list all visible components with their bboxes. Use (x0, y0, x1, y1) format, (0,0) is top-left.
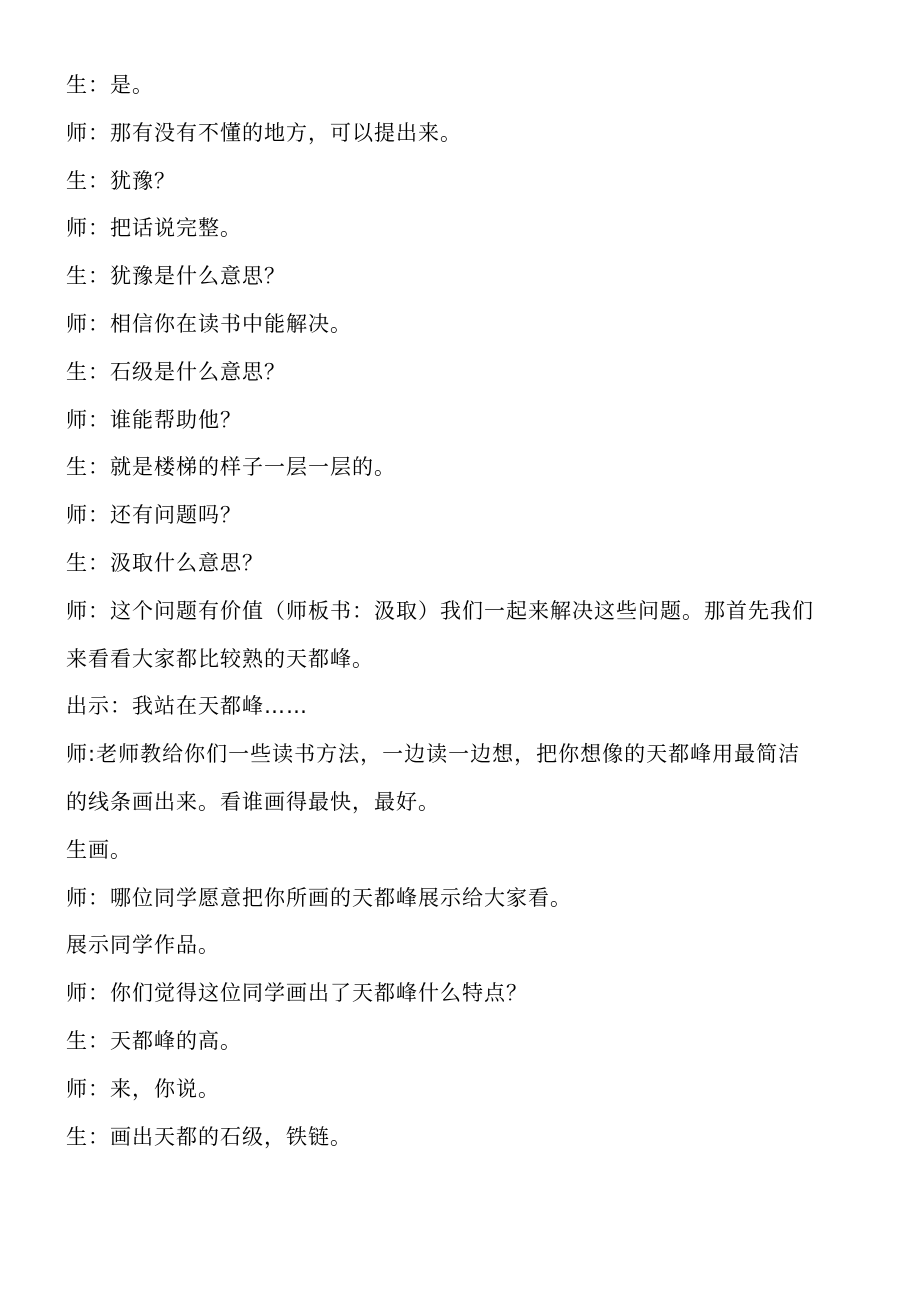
dialogue-line: 师:老师教给你们一些读书方法，一边读一边想，把你想像的天都峰用最简洁 (66, 742, 801, 767)
dialogue-line: 师：那有没有不懂的地方，可以提出来。 (66, 120, 462, 145)
dialogue-line: 师：这个问题有价值（师板书：汲取）我们一起来解决这些问题。那首先我们 (66, 598, 814, 623)
dialogue-line: 生：画出天都的石级，铁链。 (66, 1124, 352, 1149)
dialogue-line: 出示：我站在天都峰…… (66, 694, 308, 719)
dialogue-line: 生画。 (66, 837, 132, 862)
dialogue-line: 的线条画出来。看谁画得最快，最好。 (66, 789, 440, 814)
dialogue-line: 生：天都峰的高。 (66, 1028, 242, 1053)
dialogue-line: 师：来，你说。 (66, 1076, 220, 1101)
dialogue-line: 师：相信你在读书中能解决。 (66, 311, 352, 336)
dialogue-line: 生：犹豫是什么意思？ (66, 264, 286, 289)
dialogue-line: 生：就是楼梯的样子一层一层的。 (66, 455, 396, 480)
dialogue-line: 师：谁能帮助他？ (66, 407, 242, 432)
dialogue-line: 生：汲取什么意思？ (66, 550, 264, 575)
dialogue-line: 师：哪位同学愿意把你所画的天都峰展示给大家看。 (66, 885, 572, 910)
dialogue-line: 师：把话说完整。 (66, 216, 242, 241)
dialogue-line: 生：犹豫？ (66, 168, 176, 193)
dialogue-line: 生：是。 (66, 73, 154, 97)
dialogue-line: 生：石级是什么意思？ (66, 359, 286, 384)
dialogue-line: 师：还有问题吗？ (66, 503, 242, 528)
dialogue-line: 展示同学作品。 (66, 933, 220, 958)
dialogue-line: 来看看大家都比较熟的天都峰。 (66, 646, 374, 671)
dialogue-line: 师：你们觉得这位同学画出了天都峰什么特点？ (66, 981, 528, 1006)
